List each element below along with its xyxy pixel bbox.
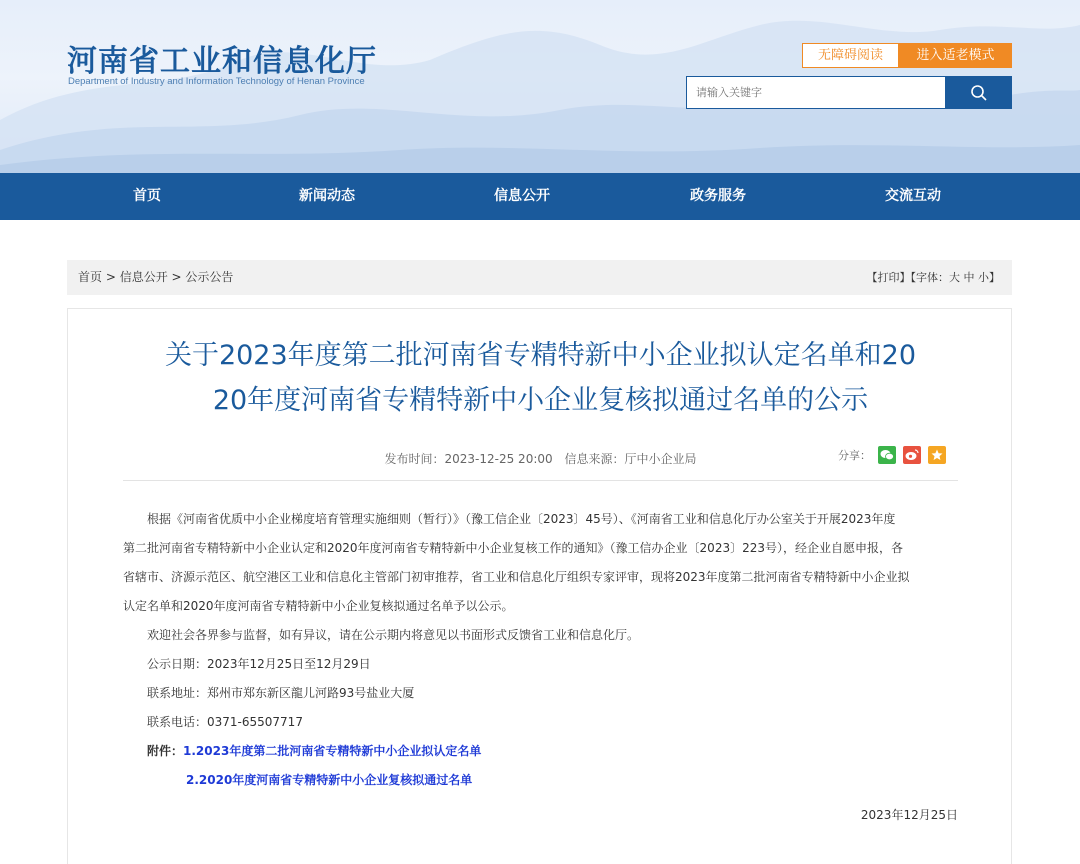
accessibility-button[interactable]: 无障碍阅读 <box>802 43 899 68</box>
font-medium-button[interactable]: 中 <box>963 271 975 284</box>
article-title-line: 关于2023年度第二批河南省专精特新中小企业拟认定名单和20 <box>164 340 917 371</box>
share-bar <box>838 446 946 464</box>
search-icon <box>970 84 988 102</box>
contact-phone: 联系电话：0371-65507717 <box>147 715 303 729</box>
breadcrumb-sep: > <box>167 270 186 284</box>
body-line: 认定名单和2020年度河南省专精特新中小企业复核拟通过名单予以公示。 <box>123 599 514 613</box>
body-paragraph <box>123 505 961 534</box>
body-paragraph: 欢迎社会各界参与监督，如有异议，请在公示期内将意见以书面形式反馈省工业和信息化厅。 <box>147 628 640 642</box>
contact-address: 联系地址：郑州市郑东新区龍儿河路93号盐业大厦 <box>147 686 415 700</box>
breadcrumb-info[interactable]: 信息公开 <box>119 270 168 284</box>
font-size-label: 【字体： <box>910 271 949 284</box>
wechat-icon[interactable] <box>878 446 896 464</box>
weibo-icon[interactable] <box>903 446 921 464</box>
nav-item-home[interactable]: 首页 <box>133 188 161 204</box>
search-input[interactable] <box>686 76 946 109</box>
breadcrumb-bar <box>67 260 1012 295</box>
font-small-button[interactable]: 小 <box>978 271 989 284</box>
elderly-mode-button[interactable]: 进入适老模式 <box>899 43 1012 68</box>
nav-item-news[interactable]: 新闻动态 <box>299 188 355 204</box>
main-nav <box>0 173 1080 220</box>
article-title-line: 20年度河南省专精特新中小企业复核拟通过名单的公示 <box>212 385 869 416</box>
attachments-label: 附件： <box>147 744 184 758</box>
page-tools <box>867 260 1001 295</box>
breadcrumb-home[interactable]: 首页 <box>78 270 103 284</box>
divider <box>123 480 958 481</box>
article-title <box>108 333 973 423</box>
search-button[interactable] <box>945 76 1012 109</box>
body-line: 省辖市、济源示范区、航空港区工业和信息化主管部门初审推荐，省工业和信息化厅组织专家评审，现将2023年度第二批河南省专精特新中小企业拟 <box>123 570 910 584</box>
publish-time: 发布时间：2023-12-25 20:00 <box>384 452 553 466</box>
breadcrumb-notice[interactable]: 公示公告 <box>185 270 234 284</box>
font-large-button[interactable]: 大 <box>949 271 960 284</box>
nav-item-interaction[interactable]: 交流互动 <box>885 188 941 204</box>
body-line: 第二批河南省专精特新中小企业认定和2020年度河南省专精特新中小企业复核工作的通知》（豫工信办企业〔2023〕223号），经企业自愿申报，各 <box>123 541 903 555</box>
breadcrumb-sep: > <box>102 270 120 284</box>
site-header <box>0 0 1080 173</box>
attachments <box>123 737 961 766</box>
attachment-link[interactable]: 2.2020年度河南省专精特新中小企业复核拟通过名单 <box>186 773 473 787</box>
search-box <box>686 76 1012 109</box>
star-icon[interactable] <box>928 446 946 464</box>
body-line: 根据《河南省优质中小企业梯度培育管理实施细则（暂行）》（豫工信企业〔2023〕45号）、《河南省工业和信息化厅办公室关于开展2023年度 <box>147 512 896 526</box>
notice-period: 公示日期：2023年12月25日至12月29日 <box>147 657 371 671</box>
nav-item-info[interactable]: 信息公开 <box>494 188 550 204</box>
article-date: 2023年12月25日 <box>860 808 958 822</box>
attachments <box>123 766 961 795</box>
breadcrumb <box>78 260 233 295</box>
info-source: 信息来源：厅中小企业局 <box>564 452 697 466</box>
site-title[interactable]: 河南省工业和信息化厅 <box>67 44 377 79</box>
nav-item-services[interactable]: 政务服务 <box>690 188 746 204</box>
article-container <box>67 308 1012 864</box>
article-body <box>123 505 961 830</box>
share-label: 分享： <box>838 449 871 462</box>
font-size-suffix: 】 <box>989 271 1000 284</box>
print-button[interactable]: 【打印】 <box>866 271 911 284</box>
site-subtitle: Department of Industry and Information Technology of Henan Province <box>68 76 365 87</box>
attachment-link[interactable]: 1.2023年度第二批河南省专精特新中小企业拟认定名单 <box>183 744 482 758</box>
